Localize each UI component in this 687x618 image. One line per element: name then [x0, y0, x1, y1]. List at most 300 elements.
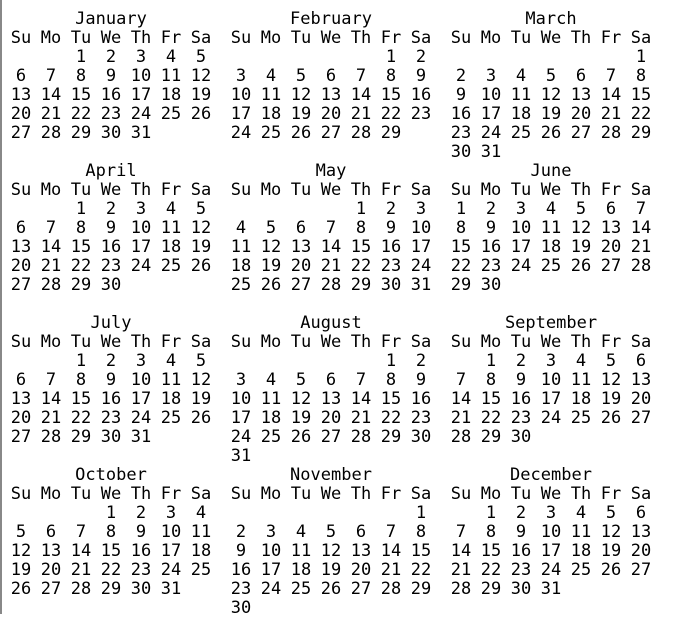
day-cell: 24 — [410, 256, 432, 276]
day-cell: 1 — [635, 47, 647, 67]
day-cell: 23 — [130, 560, 152, 580]
day-cell: 26 — [290, 427, 312, 447]
day-cell: 29 — [410, 579, 432, 599]
day-cell: 30 — [450, 142, 472, 162]
weekday-label: Th — [570, 332, 592, 352]
day-cell: 22 — [450, 256, 472, 276]
day-cell: 18 — [570, 389, 592, 409]
day-cell: 14 — [40, 237, 62, 257]
day-cell: 14 — [630, 218, 652, 238]
weekday-label: Su — [10, 332, 32, 352]
day-cell: 8 — [635, 66, 647, 86]
day-cell: 8 — [75, 66, 87, 86]
day-cell: 11 — [570, 522, 592, 542]
day-cell: 13 — [320, 85, 342, 105]
day-cell: 18 — [230, 256, 252, 276]
day-cell: 6 — [15, 66, 27, 86]
weekday-label: Sa — [190, 180, 212, 200]
day-cell: 18 — [570, 541, 592, 561]
day-cell: 6 — [295, 218, 307, 238]
day-cell: 23 — [410, 408, 432, 428]
month-title: June — [530, 161, 572, 181]
day-cell: 16 — [450, 104, 472, 124]
day-cell: 20 — [40, 560, 62, 580]
day-cell: 22 — [100, 560, 122, 580]
weekday-label: Fr — [160, 484, 182, 504]
month-title: November — [290, 465, 372, 485]
day-cell: 8 — [485, 522, 497, 542]
day-cell: 25 — [510, 123, 532, 143]
day-cell: 25 — [190, 560, 212, 580]
day-cell: 21 — [380, 560, 402, 580]
day-cell: 1 — [75, 47, 87, 67]
weekday-label: Mo — [40, 180, 62, 200]
day-cell: 4 — [545, 199, 557, 219]
day-cell: 27 — [600, 256, 622, 276]
weekday-label: Th — [350, 332, 372, 352]
day-cell: 23 — [480, 256, 502, 276]
day-cell: 28 — [600, 123, 622, 143]
day-cell: 4 — [235, 218, 247, 238]
day-cell: 5 — [195, 351, 207, 371]
month-title: April — [85, 161, 137, 181]
day-cell: 1 — [355, 199, 367, 219]
weekday-label: Fr — [600, 28, 622, 48]
day-cell: 25 — [260, 123, 282, 143]
day-cell: 22 — [380, 104, 402, 124]
day-cell: 28 — [40, 123, 62, 143]
day-cell: 22 — [380, 408, 402, 428]
weekday-label: Th — [130, 332, 152, 352]
day-cell: 20 — [290, 256, 312, 276]
weekday-label: Mo — [260, 332, 282, 352]
weekday-label: Tu — [510, 28, 532, 48]
day-cell: 14 — [350, 389, 372, 409]
day-cell: 6 — [325, 66, 337, 86]
day-cell: 24 — [480, 123, 502, 143]
day-cell: 27 — [10, 275, 32, 295]
day-cell: 23 — [410, 104, 432, 124]
day-cell: 16 — [480, 237, 502, 257]
day-cell: 27 — [10, 427, 32, 447]
day-cell: 16 — [380, 237, 402, 257]
weekday-label: Fr — [600, 332, 622, 352]
day-cell: 29 — [480, 579, 502, 599]
day-cell: 28 — [450, 579, 472, 599]
day-cell: 25 — [160, 256, 182, 276]
weekday-label: Su — [450, 484, 472, 504]
day-cell: 6 — [325, 370, 337, 390]
day-cell: 18 — [260, 408, 282, 428]
day-cell: 20 — [630, 389, 652, 409]
weekday-label: Th — [570, 28, 592, 48]
day-cell: 1 — [75, 199, 87, 219]
weekday-label: Mo — [260, 180, 282, 200]
weekday-label: Sa — [410, 180, 432, 200]
weekday-label: Tu — [70, 332, 92, 352]
day-cell: 5 — [545, 66, 557, 86]
day-cell: 29 — [70, 427, 92, 447]
weekday-label: Th — [570, 484, 592, 504]
weekday-label: Th — [350, 28, 372, 48]
day-cell: 30 — [100, 275, 122, 295]
day-cell: 12 — [190, 66, 212, 86]
day-cell: 20 — [320, 104, 342, 124]
day-cell: 10 — [540, 522, 562, 542]
weekday-label: Fr — [380, 332, 402, 352]
day-cell: 7 — [45, 370, 57, 390]
day-cell: 3 — [165, 503, 177, 523]
day-cell: 24 — [130, 256, 152, 276]
day-cell: 16 — [130, 541, 152, 561]
weekday-label: Tu — [70, 180, 92, 200]
day-cell: 11 — [570, 370, 592, 390]
day-cell: 8 — [75, 370, 87, 390]
day-cell: 30 — [100, 427, 122, 447]
day-cell: 19 — [190, 237, 212, 257]
day-cell: 24 — [130, 104, 152, 124]
day-cell: 10 — [160, 522, 182, 542]
day-cell: 31 — [130, 427, 152, 447]
day-cell: 13 — [10, 389, 32, 409]
weekday-label: Fr — [600, 484, 622, 504]
month-title: August — [300, 313, 362, 333]
day-cell: 27 — [630, 560, 652, 580]
day-cell: 24 — [230, 427, 252, 447]
day-cell: 13 — [600, 218, 622, 238]
day-cell: 20 — [570, 104, 592, 124]
day-cell: 4 — [265, 66, 277, 86]
day-cell: 25 — [570, 408, 592, 428]
day-cell: 4 — [575, 351, 587, 371]
day-cell: 28 — [380, 579, 402, 599]
weekday-label: Th — [130, 28, 152, 48]
day-cell: 23 — [100, 408, 122, 428]
day-cell: 16 — [100, 389, 122, 409]
month-title: May — [315, 161, 347, 181]
day-cell: 17 — [130, 389, 152, 409]
day-cell: 7 — [355, 370, 367, 390]
weekday-label: Tu — [290, 180, 312, 200]
day-cell: 6 — [355, 522, 367, 542]
day-cell: 7 — [355, 66, 367, 86]
month-title: December — [510, 465, 592, 485]
day-cell: 19 — [260, 256, 282, 276]
day-cell: 23 — [450, 123, 472, 143]
weekday-label: Fr — [600, 180, 622, 200]
weekday-label: Sa — [630, 180, 652, 200]
day-cell: 19 — [10, 560, 32, 580]
day-cell: 11 — [260, 85, 282, 105]
weekday-label: Mo — [480, 332, 502, 352]
day-cell: 9 — [385, 218, 397, 238]
day-cell: 12 — [290, 85, 312, 105]
weekday-label: Tu — [510, 180, 532, 200]
day-cell: 26 — [320, 579, 342, 599]
weekday-label: Th — [570, 180, 592, 200]
day-cell: 20 — [630, 541, 652, 561]
day-cell: 31 — [540, 579, 562, 599]
day-cell: 15 — [70, 85, 92, 105]
day-cell: 7 — [455, 522, 467, 542]
day-cell: 10 — [410, 218, 432, 238]
day-cell: 26 — [290, 123, 312, 143]
day-cell: 5 — [15, 522, 27, 542]
weekday-label: Th — [350, 484, 372, 504]
day-cell: 17 — [480, 104, 502, 124]
day-cell: 30 — [380, 275, 402, 295]
day-cell: 8 — [455, 218, 467, 238]
day-cell: 22 — [410, 560, 432, 580]
day-cell: 13 — [10, 85, 32, 105]
day-cell: 12 — [570, 218, 592, 238]
day-cell: 28 — [40, 427, 62, 447]
day-cell: 31 — [480, 142, 502, 162]
day-cell: 11 — [290, 541, 312, 561]
day-cell: 21 — [630, 237, 652, 257]
day-cell: 11 — [160, 66, 182, 86]
day-cell: 12 — [290, 389, 312, 409]
day-cell: 13 — [290, 237, 312, 257]
day-cell: 17 — [540, 541, 562, 561]
day-cell: 9 — [135, 522, 147, 542]
day-cell: 28 — [450, 427, 472, 447]
day-cell: 15 — [480, 541, 502, 561]
day-cell: 20 — [350, 560, 372, 580]
day-cell: 19 — [320, 560, 342, 580]
day-cell: 6 — [575, 66, 587, 86]
day-cell: 14 — [40, 85, 62, 105]
weekday-label: We — [100, 28, 122, 48]
weekday-label: Su — [450, 28, 472, 48]
day-cell: 2 — [515, 351, 527, 371]
weekday-label: We — [100, 332, 122, 352]
day-cell: 27 — [320, 123, 342, 143]
day-cell: 3 — [485, 66, 497, 86]
day-cell: 15 — [480, 389, 502, 409]
day-cell: 26 — [600, 560, 622, 580]
weekday-label: We — [320, 180, 342, 200]
day-cell: 17 — [260, 560, 282, 580]
day-cell: 6 — [15, 218, 27, 238]
day-cell: 21 — [350, 104, 372, 124]
day-cell: 1 — [455, 199, 467, 219]
day-cell: 1 — [385, 351, 397, 371]
day-cell: 7 — [605, 66, 617, 86]
weekday-label: Sa — [630, 332, 652, 352]
day-cell: 13 — [570, 85, 592, 105]
day-cell: 30 — [100, 123, 122, 143]
day-cell: 11 — [510, 85, 532, 105]
day-cell: 28 — [350, 427, 372, 447]
weekday-label: Fr — [160, 332, 182, 352]
day-cell: 22 — [70, 104, 92, 124]
day-cell: 17 — [510, 237, 532, 257]
day-cell: 10 — [130, 218, 152, 238]
weekday-label: We — [540, 332, 562, 352]
day-cell: 12 — [600, 522, 622, 542]
day-cell: 30 — [510, 427, 532, 447]
day-cell: 27 — [320, 427, 342, 447]
weekday-label: Mo — [260, 484, 282, 504]
day-cell: 6 — [635, 351, 647, 371]
day-cell: 4 — [195, 503, 207, 523]
day-cell: 12 — [10, 541, 32, 561]
day-cell: 21 — [40, 104, 62, 124]
day-cell: 5 — [295, 66, 307, 86]
day-cell: 8 — [385, 66, 397, 86]
day-cell: 12 — [190, 218, 212, 238]
day-cell: 29 — [380, 427, 402, 447]
day-cell: 3 — [235, 66, 247, 86]
day-cell: 20 — [10, 256, 32, 276]
day-cell: 27 — [570, 123, 592, 143]
day-cell: 9 — [455, 85, 467, 105]
day-cell: 21 — [40, 408, 62, 428]
day-cell: 18 — [160, 237, 182, 257]
day-cell: 25 — [160, 408, 182, 428]
day-cell: 6 — [635, 503, 647, 523]
day-cell: 2 — [455, 66, 467, 86]
day-cell: 1 — [485, 351, 497, 371]
day-cell: 1 — [75, 351, 87, 371]
day-cell: 28 — [630, 256, 652, 276]
day-cell: 13 — [10, 237, 32, 257]
day-cell: 10 — [130, 370, 152, 390]
weekday-label: Tu — [70, 484, 92, 504]
day-cell: 16 — [100, 237, 122, 257]
weekday-label: Mo — [480, 484, 502, 504]
weekday-label: Sa — [410, 332, 432, 352]
day-cell: 28 — [70, 579, 92, 599]
day-cell: 4 — [165, 199, 177, 219]
weekday-label: Sa — [410, 28, 432, 48]
day-cell: 22 — [480, 560, 502, 580]
day-cell: 26 — [190, 104, 212, 124]
day-cell: 1 — [415, 503, 427, 523]
weekday-label: We — [320, 28, 342, 48]
day-cell: 7 — [635, 199, 647, 219]
day-cell: 9 — [515, 370, 527, 390]
day-cell: 4 — [165, 351, 177, 371]
day-cell: 13 — [350, 541, 372, 561]
day-cell: 31 — [410, 275, 432, 295]
day-cell: 7 — [45, 66, 57, 86]
weekday-label: Sa — [630, 28, 652, 48]
day-cell: 3 — [545, 503, 557, 523]
day-cell: 22 — [70, 408, 92, 428]
weekday-label: Fr — [380, 28, 402, 48]
day-cell: 4 — [295, 522, 307, 542]
day-cell: 11 — [160, 218, 182, 238]
day-cell: 11 — [260, 389, 282, 409]
day-cell: 15 — [70, 389, 92, 409]
day-cell: 8 — [485, 370, 497, 390]
day-cell: 23 — [380, 256, 402, 276]
day-cell: 31 — [160, 579, 182, 599]
day-cell: 30 — [130, 579, 152, 599]
day-cell: 14 — [40, 389, 62, 409]
day-cell: 4 — [265, 370, 277, 390]
month-title: July — [90, 313, 132, 333]
day-cell: 5 — [195, 199, 207, 219]
weekday-label: Tu — [290, 484, 312, 504]
day-cell: 28 — [40, 275, 62, 295]
day-cell: 13 — [40, 541, 62, 561]
weekday-label: Sa — [630, 484, 652, 504]
weekday-label: Su — [450, 332, 472, 352]
day-cell: 26 — [260, 275, 282, 295]
day-cell: 3 — [515, 199, 527, 219]
day-cell: 2 — [415, 351, 427, 371]
day-cell: 25 — [230, 275, 252, 295]
day-cell: 9 — [105, 218, 117, 238]
weekday-label: Tu — [290, 28, 312, 48]
day-cell: 1 — [385, 47, 397, 67]
weekday-label: Su — [230, 484, 252, 504]
month-title: March — [525, 9, 577, 29]
day-cell: 5 — [605, 351, 617, 371]
day-cell: 20 — [10, 408, 32, 428]
day-cell: 15 — [380, 85, 402, 105]
weekday-label: Th — [130, 484, 152, 504]
day-cell: 24 — [540, 560, 562, 580]
day-cell: 15 — [380, 389, 402, 409]
day-cell: 30 — [510, 579, 532, 599]
day-cell: 19 — [190, 85, 212, 105]
day-cell: 28 — [320, 275, 342, 295]
day-cell: 3 — [415, 199, 427, 219]
weekday-label: Su — [10, 180, 32, 200]
day-cell: 2 — [415, 47, 427, 67]
day-cell: 18 — [510, 104, 532, 124]
weekday-label: Th — [350, 180, 372, 200]
day-cell: 5 — [195, 47, 207, 67]
day-cell: 23 — [510, 560, 532, 580]
day-cell: 12 — [190, 370, 212, 390]
day-cell: 3 — [135, 351, 147, 371]
weekday-label: Sa — [190, 332, 212, 352]
day-cell: 3 — [235, 370, 247, 390]
weekday-label: Tu — [290, 332, 312, 352]
day-cell: 23 — [100, 256, 122, 276]
day-cell: 17 — [540, 389, 562, 409]
day-cell: 17 — [410, 237, 432, 257]
day-cell: 27 — [290, 275, 312, 295]
day-cell: 3 — [545, 351, 557, 371]
day-cell: 24 — [160, 560, 182, 580]
day-cell: 26 — [540, 123, 562, 143]
day-cell: 20 — [10, 104, 32, 124]
day-cell: 21 — [350, 408, 372, 428]
day-cell: 12 — [600, 370, 622, 390]
day-cell: 24 — [130, 408, 152, 428]
day-cell: 29 — [480, 427, 502, 447]
day-cell: 10 — [230, 389, 252, 409]
weekday-label: Mo — [40, 484, 62, 504]
day-cell: 31 — [230, 446, 252, 466]
month-title: February — [290, 9, 372, 29]
day-cell: 7 — [385, 522, 397, 542]
day-cell: 13 — [630, 370, 652, 390]
weekday-label: Mo — [40, 28, 62, 48]
day-cell: 5 — [265, 218, 277, 238]
day-cell: 25 — [160, 104, 182, 124]
weekday-label: Su — [230, 28, 252, 48]
day-cell: 5 — [325, 522, 337, 542]
day-cell: 30 — [480, 275, 502, 295]
day-cell: 4 — [165, 47, 177, 67]
